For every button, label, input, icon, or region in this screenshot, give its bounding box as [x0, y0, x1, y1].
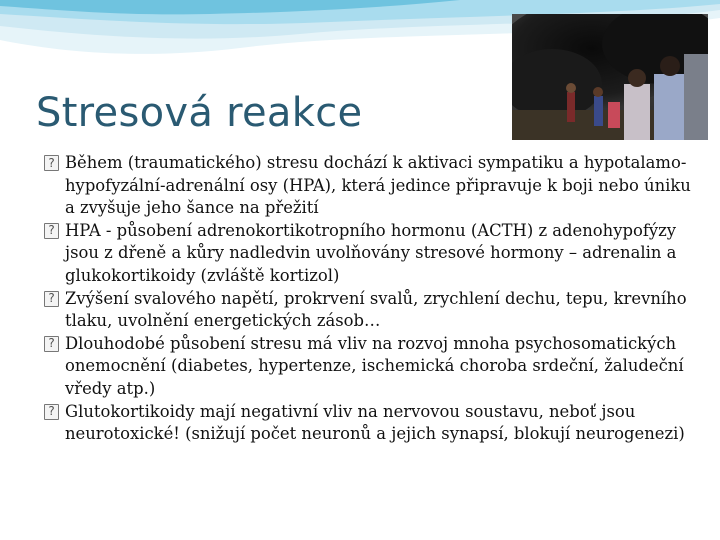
missing-glyph-icon: ?: [44, 155, 59, 171]
bullet-item: [44, 152, 694, 220]
bullet-text: HPA - působení adrenokortikotropního hormonu (ACTH) z adenohypofýzy jsou z dřeně a kůry nadledvin uvolňovány stresové hormony – adrenalin a glukokortikoidy (zvláště kortizol): [65, 220, 677, 285]
bullet-item: [44, 288, 694, 333]
missing-glyph-icon: ?: [44, 223, 59, 239]
bullet-text: Glutokortikoidy mají negativní vliv na nervovou soustavu, neboť jsou neurotoxické! (snižují počet neuronů a jejich synapsí, blokují neurogenezi): [65, 401, 685, 444]
stress-scene-photo: [512, 14, 708, 140]
bullet-text: Během (traumatického) stresu dochází k aktivaci sympatiku a hypotalamo-hypofyzální-adrenální osy (HPA), která jedince připravuje k boji nebo úniku a zvyšuje jeho šance na přežití: [65, 153, 691, 218]
missing-glyph-icon: ?: [44, 291, 59, 307]
bullet-list: [44, 152, 694, 446]
bullet-text: Zvýšení svalového napětí, prokrvení svalů, zrychlení dechu, tepu, krevního tlaku, uvolnění energetických zásob…: [65, 288, 687, 331]
bullet-text: Dlouhodobé působení stresu má vliv na rozvoj mnoha psychosomatických onemocnění (diabetes, hypertenze, ischemická choroba srdeční, žaludeční vředy atp.): [65, 333, 684, 398]
missing-glyph-icon: ?: [44, 404, 59, 420]
missing-glyph-icon: ?: [44, 336, 59, 352]
bullet-item: [44, 220, 694, 288]
slide-title: Stresová reakce: [36, 90, 363, 136]
bullet-item: [44, 401, 694, 446]
bullet-item: [44, 333, 694, 401]
